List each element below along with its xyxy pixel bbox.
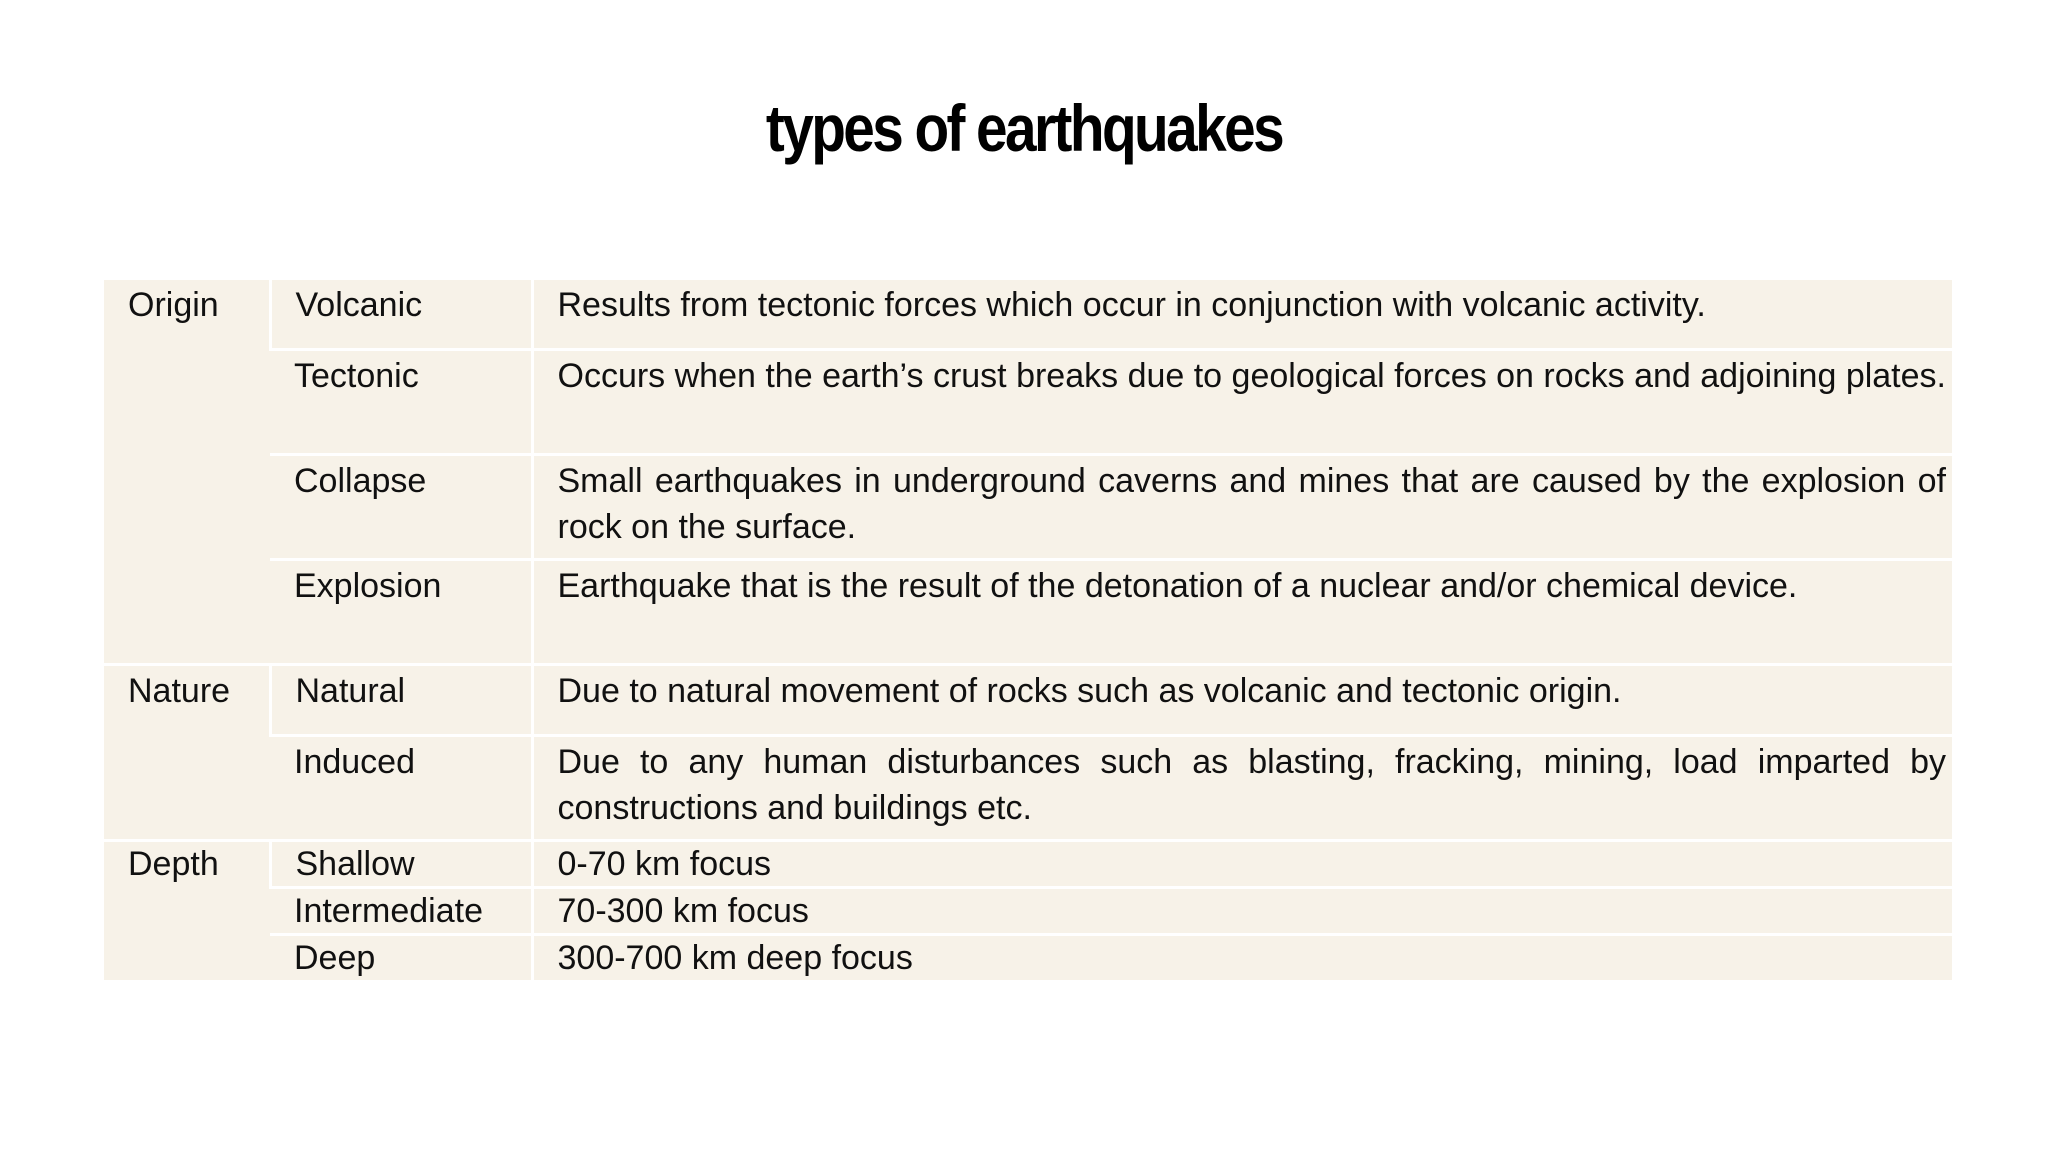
table-row	[104, 935, 1952, 981]
table-row	[104, 560, 1952, 665]
type-cell: Induced	[270, 736, 532, 841]
description-cell: Occurs when the earth’s crust breaks due to geological forces on rocks and adjoining plates.	[532, 350, 1952, 455]
table-row	[104, 841, 1952, 888]
description-cell: Due to any human disturbances such as blasting, fracking, mining, load imparted by constructions and buildings etc.	[532, 736, 1952, 841]
type-cell: Natural	[270, 665, 532, 736]
category-nature: Nature	[104, 665, 270, 841]
slide-title: types of earthquakes	[765, 91, 1283, 165]
type-cell: Collapse	[270, 455, 532, 560]
description-cell: 300-700 km deep focus	[532, 935, 1952, 981]
description-cell: Earthquake that is the result of the detonation of a nuclear and/or chemical device.	[532, 560, 1952, 665]
type-cell: Tectonic	[270, 350, 532, 455]
table-row	[104, 350, 1952, 455]
category-depth: Depth	[104, 841, 270, 981]
type-cell: Deep	[270, 935, 532, 981]
description-cell: Due to natural movement of rocks such as volcanic and tectonic origin.	[532, 665, 1952, 736]
type-cell: Volcanic	[270, 280, 532, 350]
description-cell: 0-70 km focus	[532, 841, 1952, 888]
type-cell: Intermediate	[270, 888, 532, 935]
type-cell: Explosion	[270, 560, 532, 665]
description-cell: Small earthquakes in underground caverns and mines that are caused by the explosion of rock on the surface.	[532, 455, 1952, 560]
table-row	[104, 736, 1952, 841]
type-cell: Shallow	[270, 841, 532, 888]
earthquake-types-table	[104, 280, 1952, 980]
description-cell: 70-300 km focus	[532, 888, 1952, 935]
table-row	[104, 455, 1952, 560]
description-cell: Results from tectonic forces which occur in conjunction with volcanic activity.	[532, 280, 1952, 350]
category-origin: Origin	[128, 286, 219, 324]
table-row	[104, 280, 1952, 350]
table-row	[104, 888, 1952, 935]
table-row	[104, 665, 1952, 736]
